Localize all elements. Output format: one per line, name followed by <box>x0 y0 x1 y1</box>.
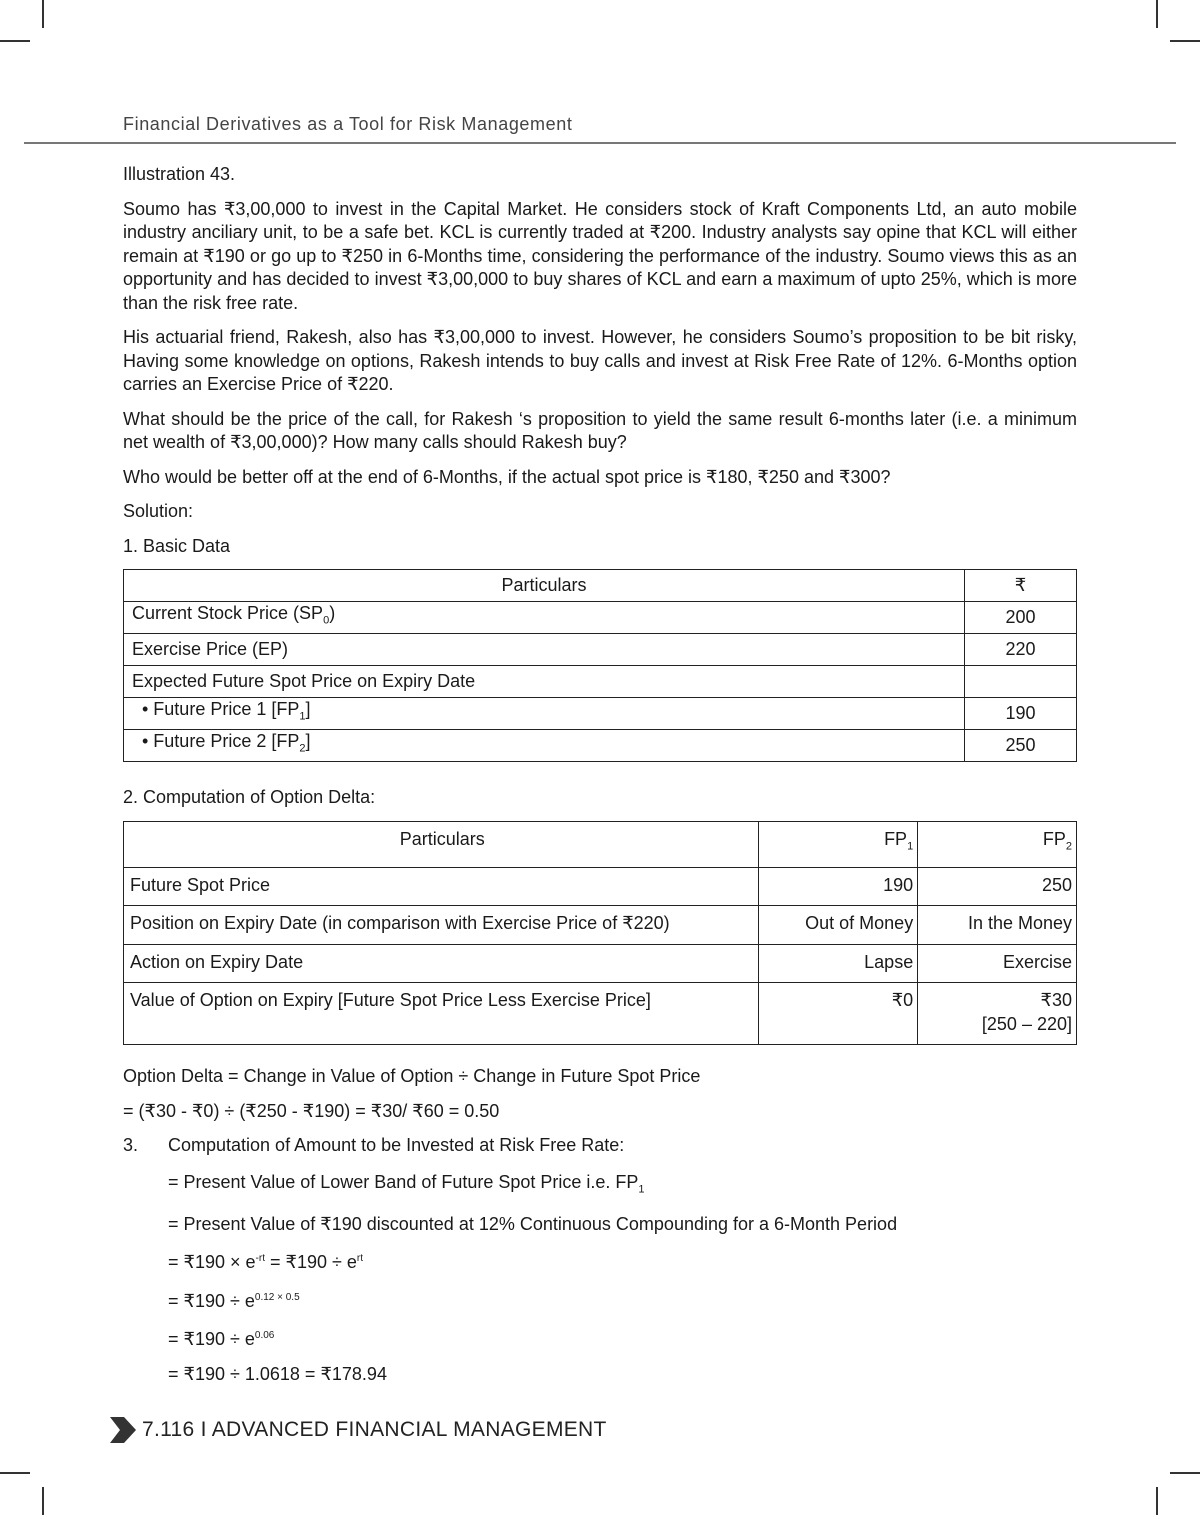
row-fp1: 190 <box>759 867 918 906</box>
table-row <box>124 730 1077 762</box>
step-exp-3: = ₹190 ÷ $e^{0.06}$ <box>168 1329 275 1350</box>
table-row <box>124 906 1077 945</box>
illustration-paragraph-3: What should be the price of the call, for Rakesh ‘s proposition to yield the same result 6-months later (i.e. a minimum net wealth of ₹3,00,000)? How many calls should Rakesh buy? <box>123 408 1077 452</box>
step-final: = ₹190 ÷ 1.0618 = ₹178.94 <box>168 1363 387 1384</box>
row-label: Future Spot Price <box>124 867 759 906</box>
header-particulars: Particulars <box>124 821 759 867</box>
crop-mark <box>0 40 30 42</box>
row-label: • Future Price 1 $[FP_1]$ <box>124 698 965 730</box>
header-rupee: ₹ <box>965 570 1077 602</box>
running-title: Financial Derivatives as a Tool for Risk Management <box>123 114 573 134</box>
crop-mark <box>1156 0 1158 28</box>
row-label: Exercise Price (EP) <box>124 634 965 666</box>
table-row <box>124 698 1077 730</box>
page-footer <box>108 1415 607 1445</box>
row-fp1: Lapse <box>759 944 918 983</box>
table-header-row <box>124 821 1077 867</box>
crop-mark <box>1170 1472 1200 1474</box>
row-fp2: ₹30 [250 – 220] <box>918 983 1077 1045</box>
page-content <box>123 163 1077 1397</box>
table-header-row <box>124 570 1077 602</box>
section-2-title: 2. Computation of Option Delta: <box>123 787 376 808</box>
row-fp2: 250 <box>918 867 1077 906</box>
step-exp-2: = ₹190 ÷ $e^{0.12 \times 0.5}$ <box>168 1290 300 1311</box>
header-fp2: $FP_2$ <box>918 821 1077 867</box>
solution-label: Solution: <box>123 501 194 521</box>
crop-mark <box>42 0 44 28</box>
row-value: 250 <box>965 730 1077 762</box>
footer-page-ref: 7.116 I ADVANCED FINANCIAL MANAGEMENT <box>142 1418 607 1441</box>
table-row <box>124 634 1077 666</box>
row-label: Position on Expiry Date (in comparison with Exercise Price of ₹220) <box>124 906 759 945</box>
chevron-right-icon <box>108 1415 138 1445</box>
crop-mark <box>0 1472 30 1474</box>
delta-formula: Option Delta = Change in Value of Option ÷ Change in Future Spot Price <box>123 1066 701 1087</box>
row-label: Expected Future Spot Price on Expiry Date <box>124 666 965 698</box>
delta-calculation: = (₹30 - ₹0) ÷ (₹250 - ₹190) = ₹30/ ₹60 = 0.50 <box>123 1100 500 1121</box>
basic-data-table <box>123 569 1077 762</box>
header-fp1: $FP_1$ <box>759 821 918 867</box>
row-fp1: ₹0 <box>759 983 918 1045</box>
section-3-title: 3. Computation of Amount to be Invested at Risk Free Rate: <box>123 1135 625 1156</box>
table-row <box>124 666 1077 698</box>
row-label: Value of Option on Expiry [Future Spot Price Less Exercise Price] <box>124 983 759 1045</box>
row-value: 200 <box>965 602 1077 634</box>
illustration-paragraph-2: His actuarial friend, Rakesh, also has ₹3,00,000 to invest. However, he considers Soumo’s proposition to be bit risky, Having some knowledge on options, Rakesh intends to buy calls and invest at Risk Free Rate of 12%. 6-Months option carries an Exercise Price of ₹220. <box>123 327 1077 394</box>
illustration-title: Illustration 43. <box>123 164 236 184</box>
header-particulars: Particulars <box>124 570 965 602</box>
row-fp1: Out of Money <box>759 906 918 945</box>
row-value <box>965 666 1077 698</box>
header-rule <box>24 142 1176 144</box>
option-delta-table <box>123 821 1077 1046</box>
table-row <box>124 944 1077 983</box>
row-value: 190 <box>965 698 1077 730</box>
row-fp2: In the Money <box>918 906 1077 945</box>
row-label: • Future Price 2 $[FP_2]$ <box>124 730 965 762</box>
row-label: Action on Expiry Date <box>124 944 759 983</box>
table-row <box>124 983 1077 1045</box>
row-value: 220 <box>965 634 1077 666</box>
step-pv-lower-band: = Present Value of Lower Band of Future Spot Price i.e. $FP_1$ <box>168 1171 645 1196</box>
crop-mark <box>1170 40 1200 42</box>
row-label: Current Stock Price $(SP_0)$ <box>124 602 965 634</box>
step-exp-1: = ₹190 × $e^{-rt}$ = ₹190 ÷ $e^{rt}$ <box>168 1252 363 1273</box>
crop-mark <box>1156 1487 1158 1515</box>
section-1-title: 1. Basic Data <box>123 535 231 556</box>
table-row <box>124 867 1077 906</box>
illustration-paragraph-1: Soumo has ₹3,00,000 to invest in the Capital Market. He considers stock of Kraft Components Ltd, an auto mobile industry anciliary unit, to be a safe bet. KCL is currently traded at ₹200. Industry analysts say opine that KCL will either remain at ₹190 or go up to ₹250 in 6-Months time, considering the performance of the industry. Soumo views this as an opportunity and has decided to invest ₹3,00,000 to buy shares of KCL and earn a maximum of upto 25%, which is more than the risk free rate. <box>123 198 1077 313</box>
table-row <box>124 602 1077 634</box>
illustration-paragraph-4: Who would be better off at the end of 6-Months, if the actual spot price is ₹180, ₹250 and ₹300? <box>123 466 891 487</box>
crop-mark <box>42 1487 44 1515</box>
row-fp2: Exercise <box>918 944 1077 983</box>
step-pv-190: = Present Value of ₹190 discounted at 12% Continuous Compounding for a 6-Month Period <box>168 1213 898 1234</box>
